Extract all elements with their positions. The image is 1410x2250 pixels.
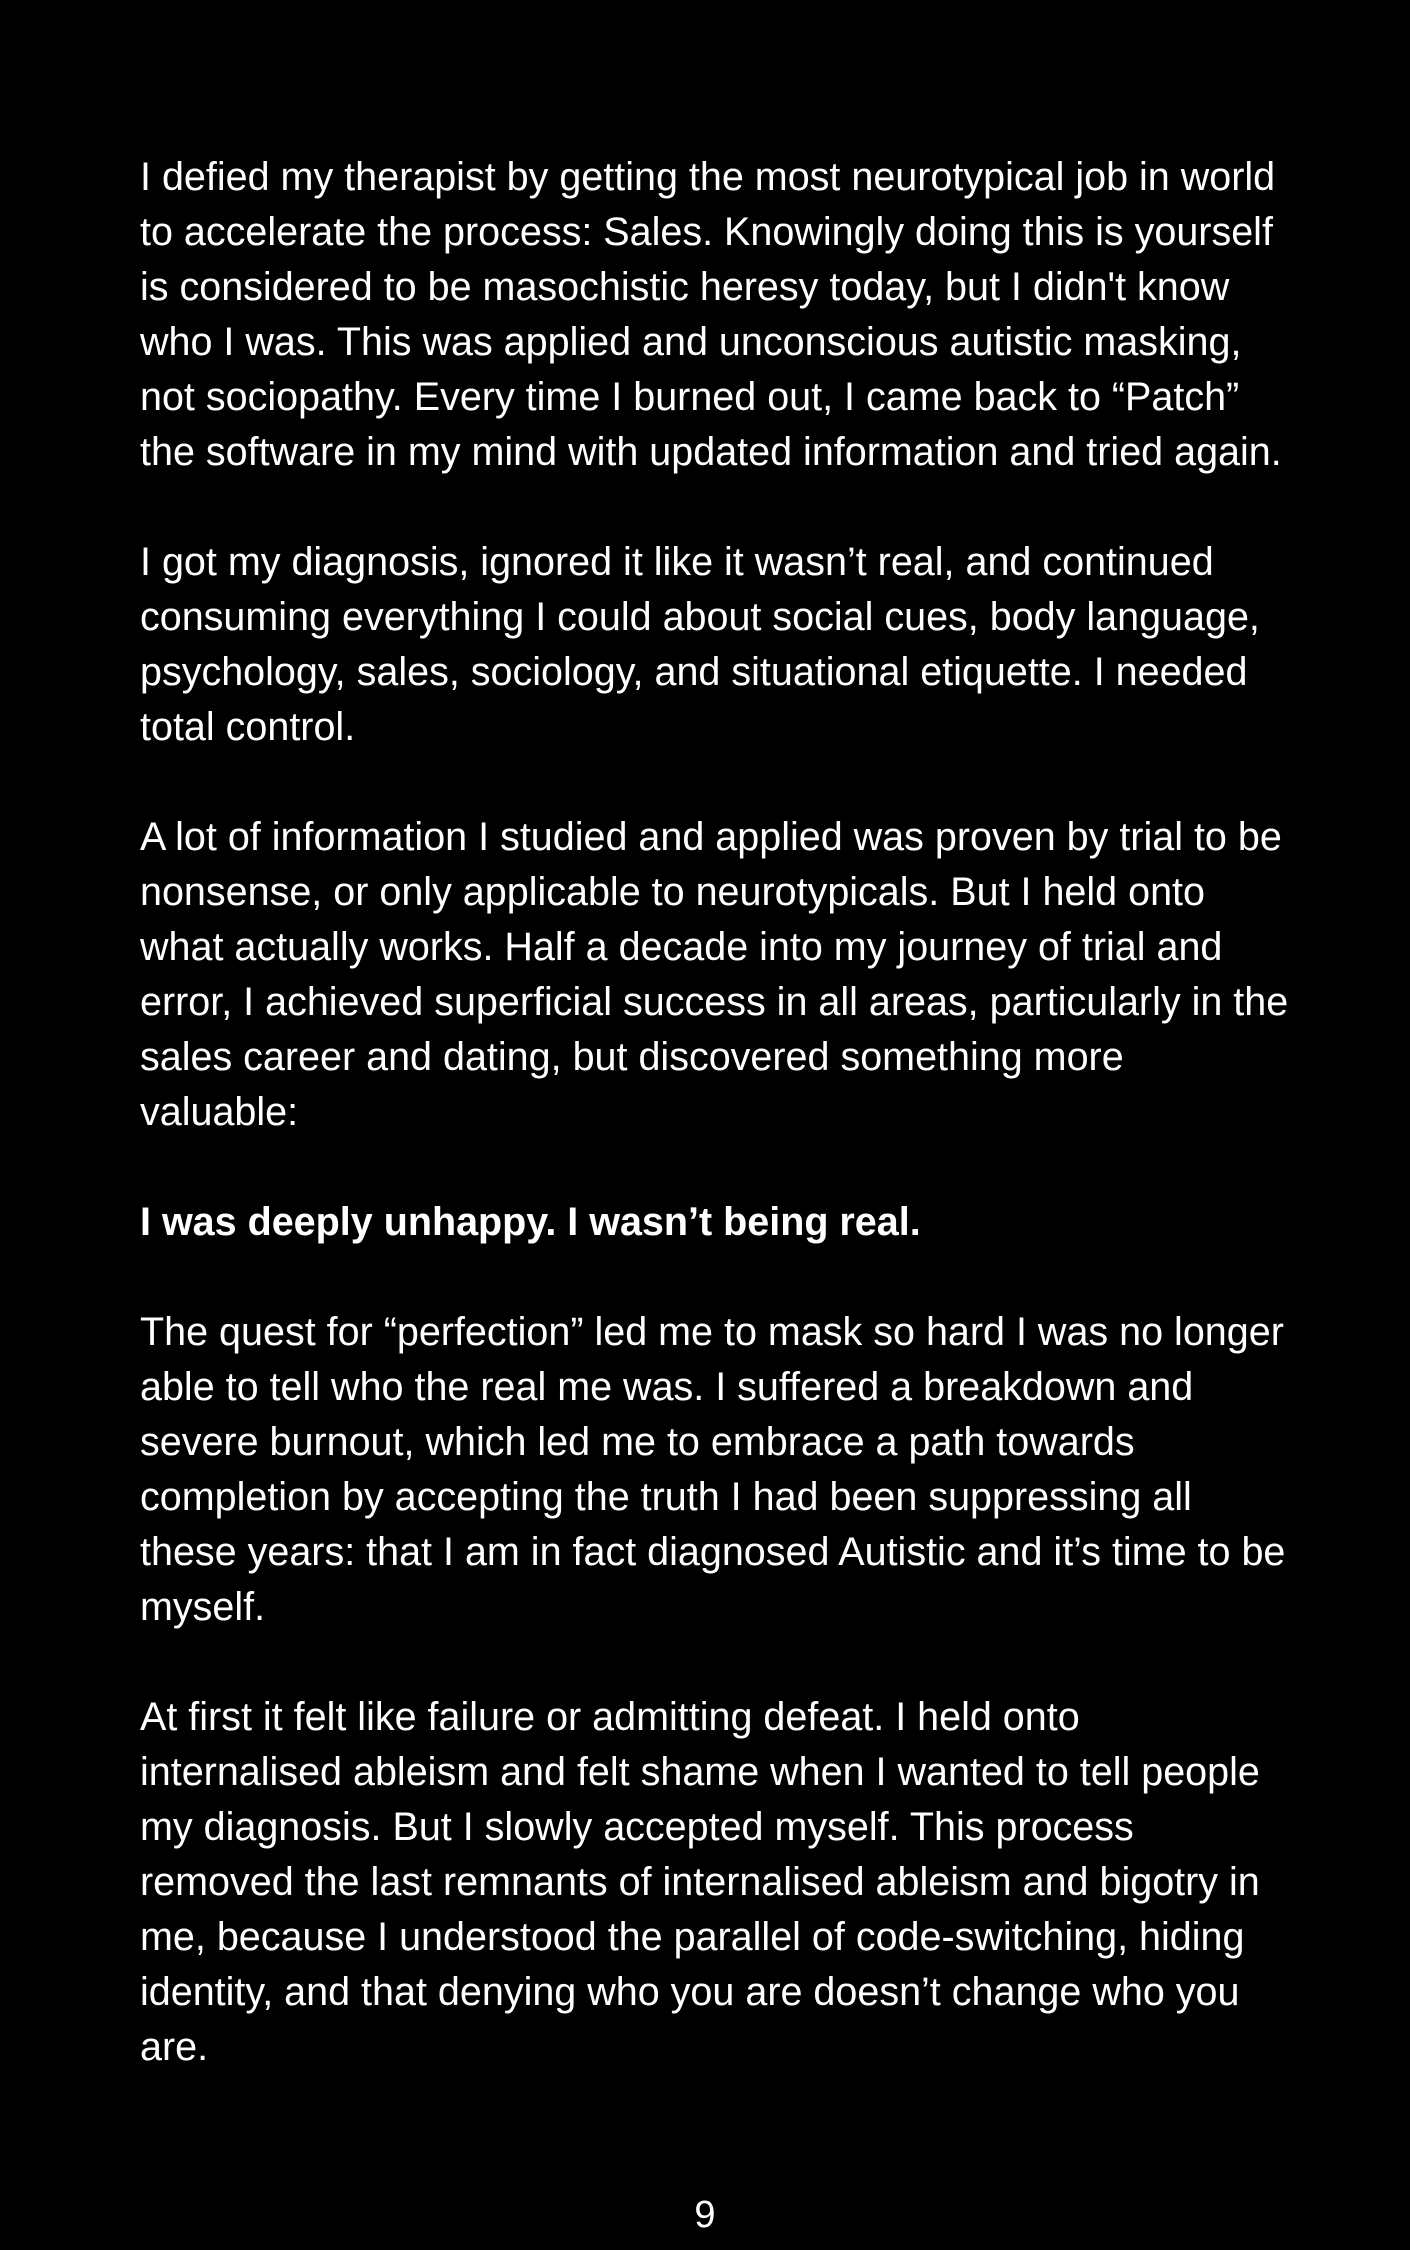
body-text	[140, 150, 1290, 2075]
paragraph-acceptance: At first it felt like failure or admitting defeat. I held onto internalised ableism and felt shame when I wanted to tell people my diagnosis. But I slowly accepted myself. This process removed the last remnants of internalised ableism and bigotry in me, because I understood the parallel of code-switching, hiding identity, and that denying who you are doesn’t change who you are.	[140, 1695, 1260, 2069]
paragraph-diagnosis: I got my diagnosis, ignored it like it wasn’t real, and continued consuming everything I could about social cues, body language, psychology, sales, sociology, and situational etiquette. I needed total control.	[140, 540, 1260, 749]
paragraph-trial-and-error: A lot of information I studied and applied was proven by trial to be nonsense, or only applicable to neurotypicals. But I held onto what actually works. Half a decade into my journey of trial and error, I achieved superficial success in all areas, particularly in the sales career and dating, but discovered something more valuable:	[140, 815, 1289, 1134]
paragraph-unhappy-bold: I was deeply unhappy. I wasn’t being real.	[140, 1200, 921, 1244]
paragraph-sales-job: I defied my therapist by getting the most neurotypical job in world to accelerate the process: Sales. Knowingly doing this is yourself is considered to be masochistic heresy today, but I didn't know who I was. This was applied and unconscious autistic masking, not sociopathy. Every time I burned out, I came back to “Patch” the software in my mind with updated information and tried again.	[140, 155, 1282, 474]
paragraph-perfection: The quest for “perfection” led me to mask so hard I was no longer able to tell who the real me was. I suffered a breakdown and severe burnout, which led me to embrace a path towards completion by accepting the truth I had been suppressing all these years: that I am in fact diagnosed Autistic and it’s time to be myself.	[140, 1310, 1286, 1629]
page-number: 9	[694, 2194, 716, 2236]
